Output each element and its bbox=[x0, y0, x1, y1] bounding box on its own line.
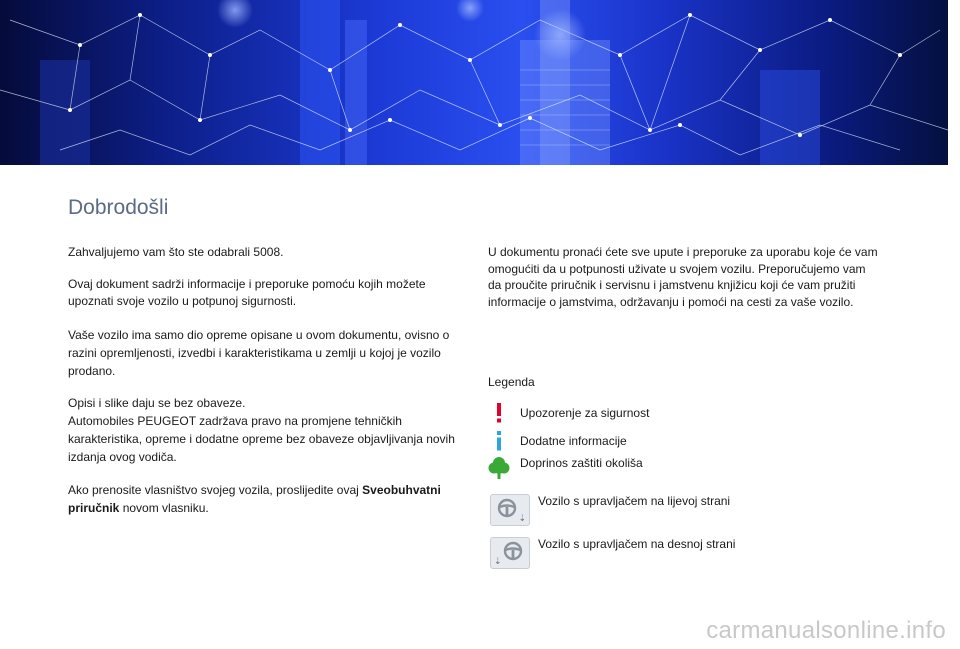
equipment-paragraph: Vaše vozilo ima samo dio opreme opisane u ovom dokumentu, ovisno o razini opremljenosti, izvedbi i karakteristikama u zemlji u kojoj je vozilo prodano. bbox=[68, 327, 450, 378]
ownership-text-before: Ako prenosite vlasništvo svojeg vozila, proslijedite ovaj bbox=[68, 483, 363, 497]
legend-label: Dodatne informacije bbox=[520, 434, 627, 448]
legend-item-additional-info bbox=[488, 431, 627, 451]
hero-banner bbox=[0, 0, 948, 165]
info-icon bbox=[488, 431, 510, 451]
ownership-transfer-paragraph bbox=[68, 481, 460, 517]
disclaimer-line: Opisi i slike daju se bez obaveze. bbox=[68, 395, 246, 410]
usage-paragraph: U dokumentu pronaći ćete sve upute i preporuke za uporabu koje će vam omogućiti da u potpunosti uživate u svojem vozilu. Preporučujemo vam da proučite priručnik i servisnu i jamstvenu knjižicu koji će vam pružiti informacije o jamstvima, održavanju i pomoći na cesti za vaše vozilo. bbox=[488, 245, 878, 309]
network-graphic bbox=[0, 0, 948, 165]
tree-icon bbox=[488, 456, 510, 480]
legend-item-safety-warning bbox=[488, 403, 649, 423]
manual-name: Sveobuhvatni priručnik bbox=[68, 483, 441, 515]
legend-label: Upozorenje za sigurnost bbox=[520, 406, 650, 420]
ownership-text-after: novom vlasniku. bbox=[119, 501, 209, 515]
legend-label: Doprinos zaštiti okoliša bbox=[520, 456, 643, 470]
right-column bbox=[488, 244, 878, 310]
legend-label: Vozilo s upravljačem na lijevoj strani bbox=[538, 494, 731, 508]
page-title: Dobrodošli bbox=[68, 196, 169, 219]
legend-label: Vozilo s upravljačem na desnoj strani bbox=[538, 537, 736, 551]
steering-wheel-left-icon: ⇣ bbox=[490, 494, 530, 526]
legend-item-environment bbox=[488, 456, 643, 480]
manufacturer-rights-paragraph: Automobiles PEUGEOT zadržava pravo na promjene tehničkih karakteristika, opreme i dodatne opreme bez obaveze objavljivanja novih izdanja ovog vodiča. bbox=[68, 414, 455, 464]
watermark: carmanualsonline.info bbox=[706, 617, 946, 644]
legend-item-left-hand-drive bbox=[490, 494, 730, 526]
left-column bbox=[68, 244, 460, 517]
document-info-paragraph: Ovaj dokument sadrži informacije i preporuke pomoću kojih možete upoznati svoje vozilo u potpunoj sigurnosti. bbox=[68, 276, 426, 308]
exclamation-icon bbox=[488, 403, 510, 423]
intro-paragraph: Zahvaljujemo vam što ste odabrali 5008. bbox=[68, 245, 284, 259]
steering-wheel-right-icon: ⇣ bbox=[490, 537, 530, 569]
legend-title: Legenda bbox=[488, 375, 535, 389]
legend-item-right-hand-drive bbox=[490, 537, 735, 569]
